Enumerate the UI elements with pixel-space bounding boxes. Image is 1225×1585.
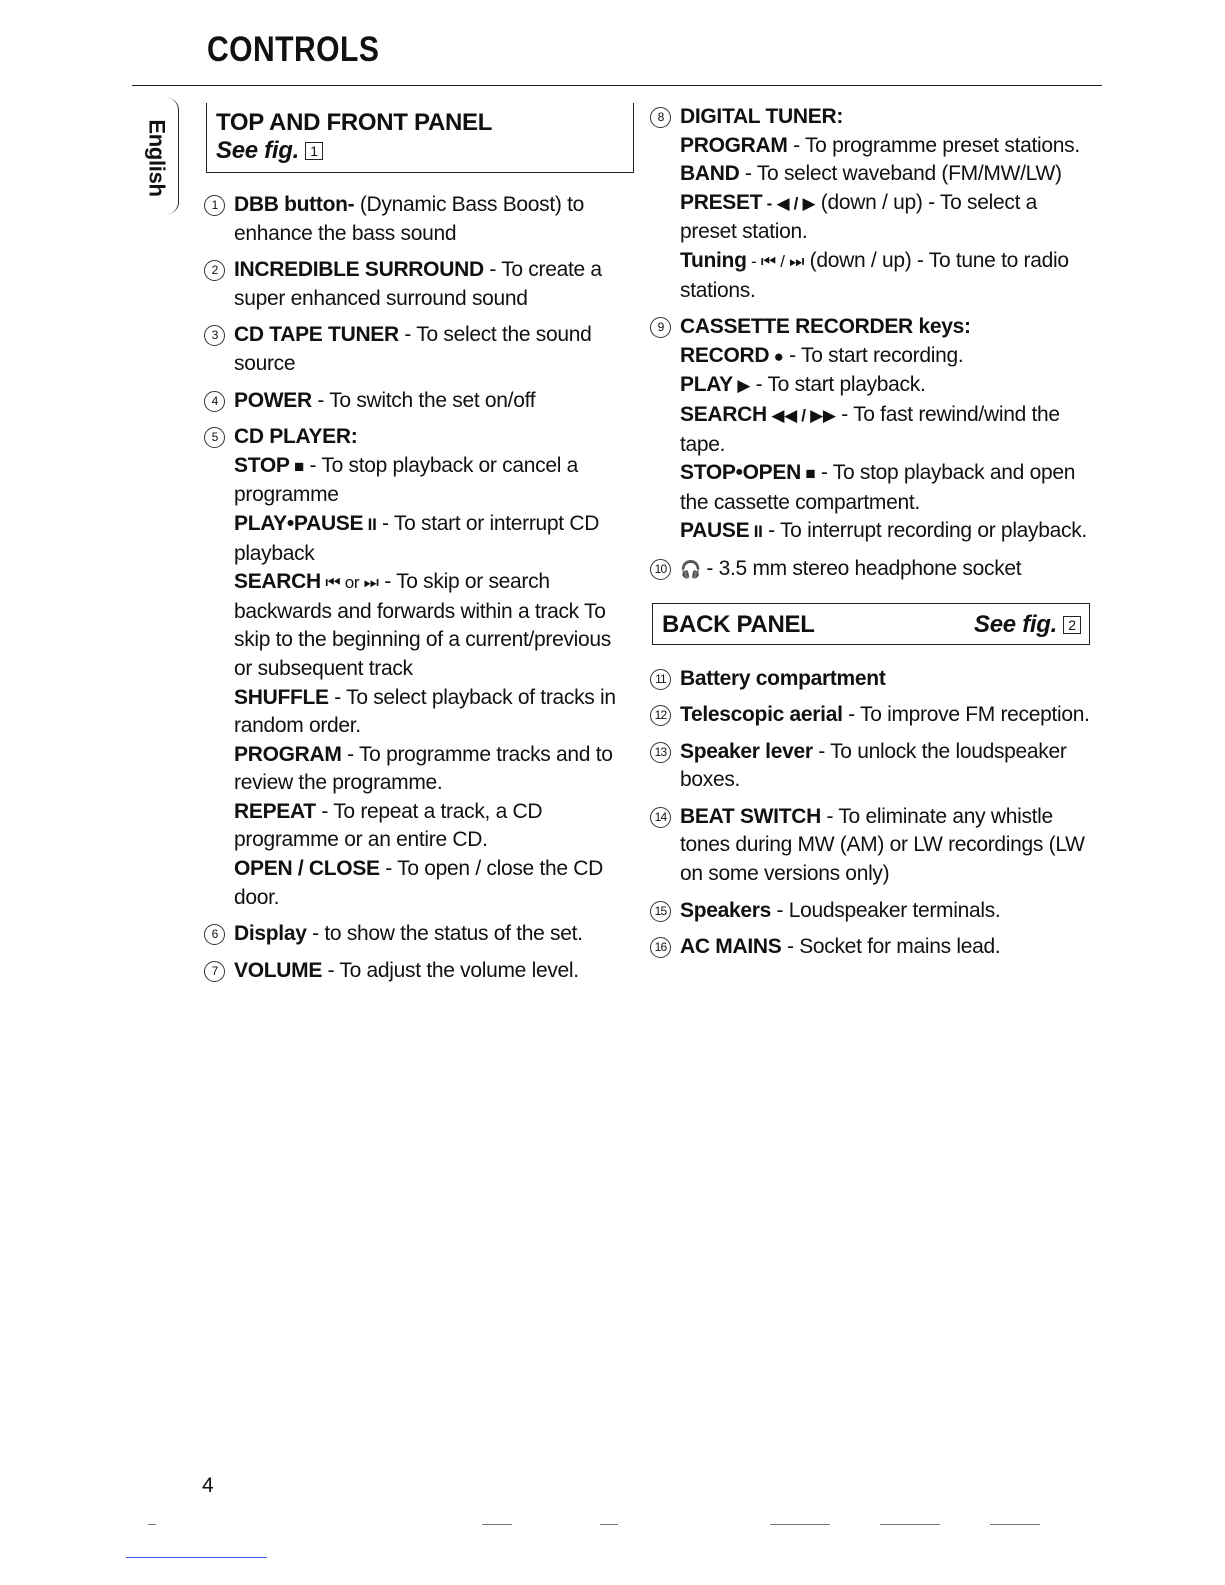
- scan-artifact: [770, 1524, 830, 1525]
- sub-label: BAND: [680, 162, 740, 186]
- control-label: POWER: [234, 388, 312, 412]
- sub-description: - To select playback of tracks in random order.: [234, 685, 616, 738]
- sub-label: REPEAT: [234, 799, 316, 823]
- control-label: DBB button-: [234, 193, 355, 216]
- sub-entry: [234, 798, 634, 855]
- stop-icon: ■: [800, 464, 816, 484]
- sub-label: STOP: [234, 453, 290, 477]
- cassette-recorder-group: [650, 313, 1090, 547]
- control-label: AC MAINS: [680, 935, 782, 959]
- item-number: 4: [204, 391, 225, 412]
- top-front-panel-heading-box: [206, 103, 634, 173]
- item-number: 11: [650, 669, 671, 690]
- sub-entry: [680, 342, 1090, 372]
- group-label: CASSETTE RECORDER keys:: [680, 315, 971, 339]
- sub-description: - To fast rewind/wind the tape.: [680, 402, 1060, 456]
- scan-artifact: [990, 1524, 1040, 1525]
- sub-description: - To start recording.: [783, 343, 964, 367]
- control-description: - To create a super enhanced surround sound: [234, 258, 602, 310]
- page-title: CONTROLS: [207, 30, 380, 69]
- sub-entry: [680, 371, 1090, 401]
- sub-label: PLAY•PAUSE: [234, 511, 364, 535]
- sub-entry: [234, 684, 634, 741]
- sub-entry: [680, 401, 1090, 459]
- sub-entry: [234, 855, 634, 912]
- control-item: [204, 387, 634, 416]
- control-item: [204, 256, 634, 313]
- sub-label: PLAY: [680, 373, 733, 397]
- sub-description: (down / up) - To select a preset station.: [680, 190, 1038, 244]
- sub-entry: [680, 189, 1090, 247]
- see-fig-label: See fig.: [974, 611, 1057, 638]
- sub-description: - To select waveband (FM/MW/LW): [739, 162, 1062, 186]
- sub-entry: [234, 452, 634, 510]
- scan-artifact: [482, 1524, 512, 1525]
- digital-tuner-group: [650, 103, 1090, 305]
- control-item: [204, 920, 634, 949]
- sub-entry: [680, 132, 1090, 161]
- sub-entry: [234, 510, 634, 568]
- sub-label: PAUSE: [680, 519, 750, 543]
- sub-description: - To skip or search backwards and forwards within a track To skip to the beginning of a current/previous or subsequent track: [234, 570, 612, 680]
- item-number: 12: [650, 705, 671, 726]
- sub-label: PROGRAM: [680, 133, 788, 157]
- item-number: 2: [204, 260, 225, 281]
- scan-artifact: [880, 1524, 940, 1525]
- scan-artifact: [600, 1524, 618, 1525]
- sub-label: PROGRAM: [234, 742, 342, 766]
- item-number: 6: [204, 924, 225, 945]
- control-item: [650, 897, 1090, 926]
- headphone-icon: 🎧: [680, 559, 701, 579]
- item-number: 10: [650, 559, 671, 580]
- section-heading: BACK PANEL: [662, 611, 815, 638]
- item-number: 16: [650, 937, 671, 958]
- control-description: - To adjust the volume level.: [322, 958, 579, 982]
- control-item: [650, 665, 1090, 694]
- control-label: Telescopic aerial: [680, 703, 843, 727]
- item-number: 1: [204, 195, 225, 216]
- control-label: Display: [234, 922, 307, 946]
- sub-entry: [234, 741, 634, 798]
- control-item: [650, 701, 1090, 730]
- sub-label: PRESET: [680, 190, 763, 214]
- sub-label: SEARCH: [234, 570, 321, 594]
- headphone-item: [650, 555, 1090, 585]
- control-description: - Socket for mains lead.: [781, 935, 1001, 959]
- control-item: [204, 321, 634, 378]
- right-column: [650, 103, 1090, 970]
- control-label: BEAT SWITCH: [680, 804, 821, 828]
- sub-description: (down / up) - To tune to radio stations.: [680, 248, 1069, 302]
- pause-icon: II: [363, 514, 377, 534]
- section-heading: TOP AND FRONT PANEL: [216, 109, 493, 136]
- sub-description: - To open / close the CD door.: [234, 857, 603, 909]
- sub-entry: [680, 160, 1090, 189]
- item-number: 7: [204, 961, 225, 982]
- item-number: 5: [204, 427, 225, 448]
- sub-label: OPEN / CLOSE: [234, 857, 380, 881]
- sub-description: - To interrupt recording or playback.: [762, 519, 1087, 543]
- control-item: [650, 738, 1090, 795]
- sub-label: RECORD: [680, 343, 770, 367]
- control-description: - to show the status of the set.: [306, 922, 583, 946]
- control-description: - To unlock the loudspeaker boxes.: [680, 739, 1067, 792]
- control-label: VOLUME: [234, 958, 323, 982]
- control-label: Battery compartment: [680, 666, 886, 690]
- item-number: 9: [650, 317, 671, 338]
- skip-icon: ⏮ or ⏭: [320, 573, 379, 593]
- control-label: CD TAPE TUNER: [234, 323, 399, 347]
- play-icon: ▶: [732, 376, 751, 396]
- control-item: [204, 957, 634, 986]
- control-item: [650, 933, 1090, 962]
- item-number: 15: [650, 901, 671, 922]
- group-label: CD PLAYER:: [234, 425, 358, 449]
- page-number: 4: [202, 1474, 214, 1497]
- control-label: Speaker lever: [680, 739, 813, 763]
- control-description: - Loudspeaker terminals.: [771, 898, 1001, 922]
- control-description: - 3.5 mm stereo headphone socket: [700, 556, 1022, 580]
- control-description: - To eliminate any whistle tones during MW (AM) or LW recordings (LW on some versions only): [680, 804, 1085, 886]
- item-number: 13: [650, 742, 671, 763]
- sub-label: SHUFFLE: [234, 685, 329, 709]
- sub-description: - To programme tracks and to review the programme.: [234, 742, 613, 795]
- control-description: - To switch the set on/off: [311, 388, 536, 412]
- control-label: INCREDIBLE SURROUND: [234, 258, 484, 282]
- control-description: (Dynamic Bass Boost) to enhance the bass sound: [234, 193, 585, 245]
- scan-artifact: [148, 1524, 156, 1525]
- sub-label: STOP•OPEN: [680, 461, 801, 485]
- left-column: [204, 103, 634, 993]
- control-item: [204, 191, 634, 248]
- preset-arrows-icon: - ◀ / ▶: [762, 193, 816, 213]
- sub-description: - To repeat a track, a CD programme or an entire CD.: [234, 799, 543, 852]
- tuning-arrows-icon: - ⏮ / ⏭: [746, 251, 805, 271]
- sub-description: - To programme preset stations.: [787, 133, 1080, 157]
- title-rule: [132, 85, 1102, 86]
- item-number: 8: [650, 107, 671, 128]
- sub-description: - To stop playback and open the cassette compartment.: [680, 461, 1076, 514]
- item-number: 3: [204, 325, 225, 346]
- group-label: DIGITAL TUNER:: [680, 105, 844, 128]
- control-label: Speakers: [680, 898, 772, 922]
- sub-description: - To stop playback or cancel a programme: [234, 453, 578, 507]
- search-arrows-icon: ◀◀ / ▶▶: [766, 405, 836, 425]
- control-item: [650, 803, 1090, 889]
- record-icon: ●: [769, 346, 784, 366]
- language-tab-label: English: [144, 119, 170, 197]
- item-number: 14: [650, 807, 671, 828]
- sub-label: Tuning: [680, 248, 747, 272]
- sub-entry: [680, 517, 1090, 547]
- bottom-link-underline: [126, 1557, 267, 1558]
- stop-icon: ■: [289, 456, 305, 476]
- sub-entry: [680, 459, 1090, 517]
- control-description: - To select the sound source: [234, 323, 592, 375]
- back-panel-heading-box: [652, 603, 1090, 645]
- fig-number: 1: [305, 142, 323, 160]
- sub-description: - To start or interrupt CD playback: [234, 511, 600, 565]
- cd-player-group: [204, 423, 634, 912]
- sub-entry: [680, 247, 1090, 305]
- sub-label: SEARCH: [680, 402, 767, 426]
- pause-icon: II: [749, 522, 763, 542]
- sub-entry: [234, 568, 634, 683]
- control-description: - To improve FM reception.: [842, 703, 1090, 727]
- fig-number: 2: [1063, 616, 1081, 634]
- sub-description: - To start playback.: [750, 373, 926, 397]
- see-fig-label: See fig.: [216, 137, 299, 164]
